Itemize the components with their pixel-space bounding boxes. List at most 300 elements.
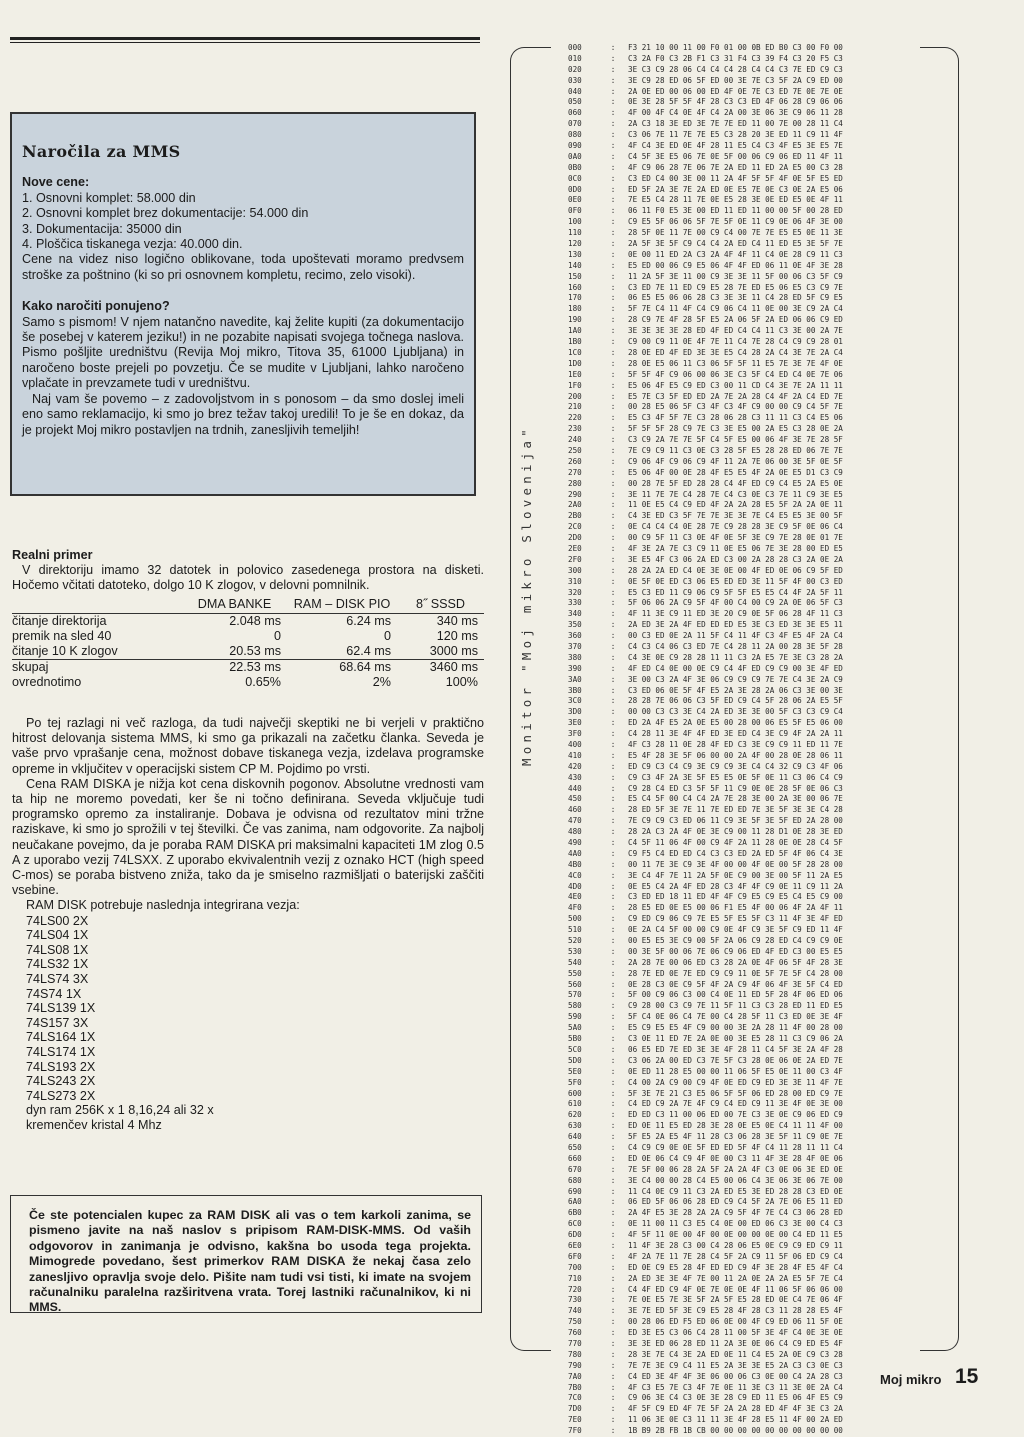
- hex-row: [568, 87, 918, 98]
- hex-row: [568, 1067, 918, 1078]
- hex-address: 6E0: [568, 1240, 582, 1250]
- hex-bytes: C3 2A F0 C3 2B F1 C3 31 F4 C3 39 F4 C3 20 F5 C3: [628, 53, 843, 63]
- hex-row: [568, 1295, 918, 1306]
- hex-address: 460: [568, 805, 582, 815]
- hex-separator: :: [610, 1230, 616, 1240]
- hex-address: 610: [568, 1099, 582, 1109]
- hex-row: [568, 1350, 918, 1361]
- hex-row: [568, 435, 918, 446]
- hex-address: 130: [568, 249, 582, 259]
- hex-separator: :: [610, 1001, 616, 1011]
- hex-bytes: 0E 28 C3 0E C9 5F 4F 2A C9 4F 06 4F 3E 5F C4 ED: [628, 979, 843, 989]
- hex-row: [568, 1285, 918, 1296]
- hex-row: [568, 892, 918, 903]
- body-section: [12, 716, 484, 1133]
- table-cell: skupaj: [12, 659, 182, 675]
- hex-address: 530: [568, 946, 582, 956]
- hex-row: [568, 479, 918, 490]
- hex-separator: :: [610, 1251, 616, 1261]
- hex-address: 540: [568, 957, 582, 967]
- hex-row: [568, 718, 918, 729]
- hex-row: [568, 577, 918, 588]
- hex-row: [568, 849, 918, 860]
- hex-row: [568, 1154, 918, 1165]
- hex-separator: :: [610, 239, 616, 249]
- paragraph: Po tej razlagi ni več razloga, da tudi največji skeptiki ne bi verjeli v praktično hitrost delovanja sistema MMS, ki smo ga prikazali na začetku članka. Seveda je vaše prvo vprašanje cena, možnost dobave tiskanega vezja, izdelava programske opreme in vključitev v operacijski sistem CP M. Pojdimo po vrsti.: [12, 716, 484, 776]
- hex-bytes: C9 06 4F C9 06 C9 4F 11 2A 7E 06 00 3E 5F 0E 5F: [628, 456, 843, 466]
- hex-row: [568, 882, 918, 893]
- table-header: DMA BANKE: [182, 597, 287, 614]
- hex-bytes: 7E C9 C9 11 C3 0E C3 28 5F E5 28 28 ED 06 7E 7E: [628, 445, 843, 455]
- hex-separator: :: [610, 1066, 616, 1076]
- table-cell: 20.53 ms: [229, 643, 281, 658]
- table-row: [12, 675, 484, 690]
- paragraph: Cena RAM DISKA je nižja kot cena diskovnih pogonov. Absolutne vrednosti vam ta hip ne moremo povedati, ker še ni točno definirana. Seveda vključuje tudi programsko opremo za instaliranje. Dobava je odvisna od rezultatov mini tržne raziskave, ki smo jo sprožili v tej številki. Če vas zanima, nam odgovorite. Za najbolj neučakane povejmo, da je poraba RAM DISKA pri maksimalni kapaciteti 1M zlog 0.5 A z uporabo vezij 74LSXX. Z uporabo ekvivalentnih vezij z oznako HCT (high speed C-mos) se poraba bistveno zniža, tako da je smiselno razmišljati o baterijski zaščiti vsebine.: [12, 776, 484, 898]
- table-cell: 0: [383, 628, 391, 643]
- hex-row: [568, 522, 918, 533]
- hex-row: [568, 1034, 918, 1045]
- hex-bytes: C3 C9 2A 7E 7E 5F C4 5F E5 00 06 4F 3E 7E 28 5F: [628, 435, 843, 445]
- hex-separator: :: [610, 718, 616, 728]
- hex-address: 250: [568, 445, 582, 455]
- hex-bytes: 4F 00 4F C4 0E 4F C4 2A 00 3E 06 3E C9 06 11 28: [628, 108, 843, 118]
- hex-separator: :: [610, 151, 616, 161]
- hex-bytes: ED 5F 2A 3E 7E 2A ED 0E E5 7E 0E C3 0E 2A E5 06: [628, 184, 843, 194]
- listing-title: Monitor "Moj mikro Slovenija": [519, 424, 534, 766]
- hex-row: [568, 1001, 918, 1012]
- hex-address: 180: [568, 304, 582, 314]
- how-heading: Kako naročiti ponujeno?: [22, 299, 170, 314]
- hex-separator: :: [610, 1055, 616, 1065]
- hex-bytes: C4 ED C9 2A 7E 4F C9 C4 ED C9 11 3E 4F 0E 3E 00: [628, 1099, 843, 1109]
- hex-bytes: C4 5F 3E E5 06 7E 0E 5F 00 06 C9 06 ED 11 4F 11: [628, 151, 843, 161]
- hex-bytes: 7E 7E 3E C9 C4 11 E5 2A 3E 3E E5 2A C3 C3 0E C3: [628, 1360, 843, 1370]
- hex-separator: :: [610, 1284, 616, 1294]
- hex-bytes: 3E C4 4F 7E 11 2A 5F 0E C9 00 3E 00 5F 11 2A E5: [628, 870, 843, 880]
- hex-separator: :: [610, 1338, 616, 1348]
- price-item: 3. Dokumentacija: 35000 din: [22, 221, 182, 236]
- hex-separator: :: [610, 1153, 616, 1163]
- hex-bytes: 0E 00 11 ED 2A C3 2A 4F 4F 11 C4 0E 28 C9 11 C3: [628, 249, 843, 259]
- hex-address: 170: [568, 293, 582, 303]
- hex-separator: :: [610, 968, 616, 978]
- hex-bytes: E5 ED 00 06 C9 E5 06 4F 4F ED 06 11 0E 4F 3E 28: [628, 260, 843, 270]
- hex-row: [568, 773, 918, 784]
- hex-address: 1E0: [568, 369, 582, 379]
- chips-heading: RAM DISK potrebuje naslednja integrirana vezja:: [26, 898, 300, 913]
- hex-address: 5F0: [568, 1077, 582, 1087]
- hex-bytes: 3E 3E 3E 3E 28 ED 4F ED C4 C4 11 C3 3E 00 2A 7E: [628, 326, 843, 336]
- order-box: [10, 112, 476, 496]
- hex-bytes: ED 2A 4F E5 2A 0E E5 00 28 00 06 E5 5F E5 06 00: [628, 718, 843, 728]
- hex-address: 3B0: [568, 685, 582, 695]
- hex-bytes: 0E 5F 0E ED C3 06 E5 ED ED 3E 11 5F 4F 00 C3 ED: [628, 576, 843, 586]
- table-row: [12, 659, 484, 675]
- hex-separator: :: [610, 86, 616, 96]
- hex-row: [568, 794, 918, 805]
- hex-row: [568, 664, 918, 675]
- hex-row: [568, 206, 918, 217]
- hex-bytes: 00 28 E5 06 5F C3 4F C3 4F C9 00 00 C9 C4 5F 7E: [628, 402, 843, 412]
- hex-address: 2E0: [568, 543, 582, 553]
- hex-bytes: 0E 3E 28 5F 5F 4F 28 C3 C3 ED 4F 06 28 C9 06 06: [628, 97, 843, 107]
- hex-bytes: C3 ED 06 0E 5F 4F E5 2A 3E 28 2A 06 C3 3E 00 3E: [628, 685, 843, 695]
- hex-row: [568, 707, 918, 718]
- hex-separator: :: [610, 260, 616, 270]
- hex-separator: :: [610, 1415, 616, 1425]
- page-number: 15: [955, 1365, 979, 1388]
- hex-address: 5E0: [568, 1066, 582, 1076]
- hex-separator: :: [610, 729, 616, 739]
- table-cell: 2%: [372, 674, 391, 689]
- hex-bytes: 11 C4 0E C9 11 C3 2A ED E5 3E ED 28 28 C3 ED 0E: [628, 1186, 843, 1196]
- price-list: [22, 191, 464, 253]
- table-cell: 3000 ms: [429, 643, 478, 658]
- hex-address: 2F0: [568, 554, 582, 564]
- hex-separator: :: [610, 870, 616, 880]
- hex-row: [568, 457, 918, 468]
- hex-bytes: 7E E5 C4 28 11 7E 0E E5 28 3E 0E ED E5 0E 4F 11: [628, 195, 843, 205]
- hex-bytes: 28 2A 2A ED C4 0E 3E 0E 00 4F ED 0E 06 C9 5F ED: [628, 565, 843, 575]
- hex-address: 260: [568, 456, 582, 466]
- hex-address: 4E0: [568, 892, 582, 902]
- hex-address: 730: [568, 1295, 582, 1305]
- table-cell: 120 ms: [436, 628, 478, 643]
- hex-bytes: E5 C3 4F 5F 7E C3 28 06 28 C3 11 11 C3 C4 E5 06: [628, 413, 843, 423]
- hex-address: 6A0: [568, 1197, 582, 1207]
- hex-separator: :: [610, 903, 616, 913]
- hex-separator: :: [610, 936, 616, 946]
- hex-address: 7F0: [568, 1426, 582, 1436]
- hex-bytes: 2A 4F E5 3E 28 2A 2A C9 5F 4F 7E C4 C3 06 28 ED: [628, 1208, 843, 1218]
- hex-row: [568, 1415, 918, 1426]
- survey-text: Če ste potencialen kupec za RAM DISK ali vas o tem karkoli zanima, se pismeno javite na naš naslov s pripisom RAM-DISK-MMS. Od vaših odgovorov in zanimanja je odvisno, kakšna bo usoda tega projekta. Mimogrede povedano, šest primerkov RAM DISKA že nekaj časa zelo zanesljivo opravlja svoje delo. Pišite nam tudi vsi tisti, ki imate na svojem računalniku paralelna razširitvena vrata. Torej lastniki računalnikov, ki ni MMS.: [29, 1208, 471, 1315]
- hex-bytes: 00 11 7E 3E C9 3E 4F 00 00 4F 0E 00 5F 28 28 00: [628, 859, 843, 869]
- hex-row: [568, 784, 918, 795]
- hex-address: 5C0: [568, 1044, 582, 1054]
- hex-separator: :: [610, 206, 616, 216]
- hex-address: 6F0: [568, 1251, 582, 1261]
- hex-address: 3F0: [568, 729, 582, 739]
- hex-address: 490: [568, 838, 582, 848]
- hex-row: [568, 609, 918, 620]
- hex-separator: :: [610, 881, 616, 891]
- hex-separator: :: [610, 130, 616, 140]
- list-item: 74LS74 3X: [26, 972, 89, 987]
- hex-address: 1F0: [568, 380, 582, 390]
- hex-row: [568, 228, 918, 239]
- hex-bytes: 0E 2A C4 5F 00 00 C9 0E 4F C9 3E 5F C9 ED 11 4F: [628, 925, 843, 935]
- hex-address: 630: [568, 1121, 582, 1131]
- hex-row: [568, 272, 918, 283]
- hex-separator: :: [610, 957, 616, 967]
- hex-bytes: C9 ED C9 06 C9 7E E5 5F E5 5F C3 11 4F 3E 4F ED: [628, 914, 843, 924]
- hex-separator: :: [610, 892, 616, 902]
- hex-address: 6C0: [568, 1219, 582, 1229]
- hex-address: 0F0: [568, 206, 582, 216]
- hex-bytes: C3 0E 11 ED 7E 2A 0E 00 3E E5 28 11 C3 C9 06 2A: [628, 1034, 843, 1044]
- hex-separator: :: [610, 543, 616, 553]
- hex-row: [568, 217, 918, 228]
- list-item: 74LS174 1X: [26, 1044, 96, 1059]
- hex-row: [568, 1176, 918, 1187]
- closing-text: Naj vam še povemo – z zadovoljstvom in s ponosom – da smo doslej imeli eno samo reklamacijo, ki smo jo brez težav takoj uredili! To je še en dokaz, da je projekt Moj mikro postavljen na trdnih, zanesljivih temeljih!: [22, 391, 464, 437]
- hex-bytes: C4 C9 C9 0E 0E 5F ED ED 5F 4F C4 11 28 11 11 C4: [628, 1142, 843, 1152]
- hex-address: 110: [568, 228, 582, 238]
- hex-separator: :: [610, 1110, 616, 1120]
- hex-row: [568, 969, 918, 980]
- hex-address: 160: [568, 282, 582, 292]
- hex-separator: :: [610, 1012, 616, 1022]
- hex-row: [568, 500, 918, 511]
- hex-separator: :: [610, 663, 616, 673]
- hex-address: 4D0: [568, 881, 582, 891]
- hex-bytes: E5 C3 ED 11 C9 06 C9 5F 5F E5 E5 C4 4F 2A 5F 11: [628, 587, 843, 597]
- hex-separator: :: [610, 326, 616, 336]
- hex-row: [568, 1187, 918, 1198]
- hex-separator: :: [610, 946, 616, 956]
- hex-separator: :: [610, 53, 616, 63]
- hex-address: 1B0: [568, 337, 582, 347]
- top-rule: [10, 37, 480, 40]
- hex-address: 210: [568, 402, 582, 412]
- hex-address: 150: [568, 271, 582, 281]
- hex-address: 370: [568, 641, 582, 651]
- hex-address: 4F0: [568, 903, 582, 913]
- hex-bytes: C4 3E 0E C9 28 28 11 11 C3 2A E5 7E 3E C3 28 2A: [628, 652, 843, 662]
- hex-separator: :: [610, 500, 616, 510]
- hex-separator: :: [610, 217, 616, 227]
- hex-row: [568, 1339, 918, 1350]
- hex-separator: :: [610, 64, 616, 74]
- hex-address: 3A0: [568, 674, 582, 684]
- hex-bytes: 3E E5 4F C3 06 2A ED C3 00 2A 28 28 C3 2A 0E 2A: [628, 554, 843, 564]
- list-item: 74LS32 1X: [26, 957, 89, 972]
- hex-separator: :: [610, 1164, 616, 1174]
- hex-bytes: 28 0E ED 4F ED 3E 3E E5 C4 28 2A C4 3E 7E 2A C4: [628, 347, 843, 357]
- hex-row: [568, 370, 918, 381]
- hex-address: 590: [568, 1012, 582, 1022]
- hex-row: [568, 1143, 918, 1154]
- hex-bytes: 3E 11 7E 7E C4 28 7E C4 C3 0E C3 7E 11 C9 3E E5: [628, 489, 843, 499]
- list-item: 74LS164 1X: [26, 1030, 96, 1045]
- hex-row: [568, 914, 918, 925]
- hex-row: [568, 816, 918, 827]
- hex-address: 2B0: [568, 511, 582, 521]
- hex-address: 0B0: [568, 162, 582, 172]
- hex-separator: :: [610, 337, 616, 347]
- hex-address: 580: [568, 1001, 582, 1011]
- hex-bytes: 2A 28 7E 00 06 ED C3 28 2A 0E 4F 06 5F 4F 28 3E: [628, 957, 843, 967]
- hex-separator: :: [610, 402, 616, 412]
- hex-bytes: 0E 11 00 11 C3 E5 C4 0E 00 ED 06 C3 3E 00 C4 C3: [628, 1219, 843, 1229]
- hex-bytes: 7E 0E E5 7E 3E 5F 2A 5F E5 28 ED 0E C4 7E 06 4F: [628, 1295, 843, 1305]
- hex-separator: :: [610, 652, 616, 662]
- hex-separator: :: [610, 43, 616, 52]
- hex-bytes: 2A 5F 3E 5F C9 C4 C4 2A ED C4 11 ED E5 3E 5F 7E: [628, 239, 843, 249]
- list-item: 74LS139 1X: [26, 1001, 96, 1016]
- hex-bytes: F3 21 10 00 11 00 F0 01 00 0B ED B0 C3 00 F0 00: [628, 43, 843, 52]
- hex-separator: :: [610, 358, 616, 368]
- hex-bytes: 4F 3E 2A 7E C3 C9 11 0E E5 06 7E 3E 28 00 ED E5: [628, 543, 843, 553]
- hex-row: [568, 1045, 918, 1056]
- hex-separator: :: [610, 489, 616, 499]
- hex-separator: :: [610, 914, 616, 924]
- table-cell: 68.64 ms: [287, 659, 397, 675]
- listing-frame-right: [920, 47, 959, 1351]
- hex-row: [568, 326, 918, 337]
- hex-row: [568, 871, 918, 882]
- hex-row: [568, 141, 918, 152]
- hex-separator: :: [610, 1077, 616, 1087]
- list-item: 74S74 1X: [26, 986, 82, 1001]
- hex-separator: :: [610, 565, 616, 575]
- hex-separator: :: [610, 848, 616, 858]
- hex-row: [568, 1219, 918, 1230]
- hex-separator: :: [610, 979, 616, 989]
- list-item: 74LS04 1X: [26, 928, 89, 943]
- hex-separator: :: [610, 435, 616, 445]
- hex-bytes: C9 00 C9 11 0E 4F 7E 11 C4 7E 28 C4 C9 C9 28 01: [628, 337, 843, 347]
- hex-separator: :: [610, 1360, 616, 1370]
- table-cell: 340 ms: [436, 613, 478, 628]
- hex-row: [568, 838, 918, 849]
- hex-address: 3C0: [568, 696, 582, 706]
- hex-row: [568, 533, 918, 544]
- hex-row: [568, 402, 918, 413]
- hex-row: [568, 555, 918, 566]
- hex-row: [568, 97, 918, 108]
- hex-row: [568, 1383, 918, 1394]
- hex-bytes: E5 4F 28 3E 5F 06 00 00 2A 4F 00 28 0E 28 06 11: [628, 750, 843, 760]
- hex-separator: :: [610, 369, 616, 379]
- hex-separator: :: [610, 97, 616, 107]
- hex-address: 230: [568, 424, 582, 434]
- hex-address: 640: [568, 1132, 582, 1142]
- hex-separator: :: [610, 1044, 616, 1054]
- list-item: 74LS273 2X: [26, 1088, 96, 1103]
- hex-separator: :: [610, 1219, 616, 1229]
- hex-bytes: 28 C9 7E 4F 28 5F E5 2A 06 5F 2A ED 06 06 C9 ED: [628, 315, 843, 325]
- hex-row: [568, 903, 918, 914]
- hex-row: [568, 76, 918, 87]
- hex-separator: :: [610, 445, 616, 455]
- hex-bytes: C4 4F ED C9 4F 0E 7E 0E 0E 4F 11 06 5F 06 06 00: [628, 1284, 843, 1294]
- hex-address: 2C0: [568, 522, 582, 532]
- hex-separator: :: [610, 1273, 616, 1283]
- hex-row: [568, 980, 918, 991]
- hex-bytes: C4 00 2A C9 00 C9 4F 0E ED C9 ED 3E 3E 11 4F 7E: [628, 1077, 843, 1087]
- hex-row: [568, 348, 918, 359]
- hex-separator: :: [610, 1197, 616, 1207]
- hex-row: [568, 1426, 918, 1437]
- hex-address: 6B0: [568, 1208, 582, 1218]
- hex-bytes: 28 2A C3 2A 4F 0E 3E C9 00 11 28 D1 0E 28 3E ED: [628, 827, 843, 837]
- hex-bytes: 00 00 C3 C3 3E C4 2A ED 3E 3E 00 5F C3 C3 C9 C4: [628, 707, 843, 717]
- hex-separator: :: [610, 1317, 616, 1327]
- hex-row: [568, 1361, 918, 1372]
- hex-address: 410: [568, 750, 582, 760]
- hex-bytes: 3E C3 C9 28 06 C4 C4 C4 28 C4 C4 C3 7E ED C9 C3: [628, 64, 843, 74]
- hex-row: [568, 1208, 918, 1219]
- hex-separator: :: [610, 347, 616, 357]
- hex-separator: :: [610, 805, 616, 815]
- hex-address: 7B0: [568, 1382, 582, 1392]
- hex-address: 560: [568, 979, 582, 989]
- hex-row: [568, 424, 918, 435]
- hex-row: [568, 54, 918, 65]
- hex-row: [568, 490, 918, 501]
- hex-address: 380: [568, 652, 582, 662]
- hex-separator: :: [610, 1023, 616, 1033]
- hex-bytes: E5 C4 5F 00 C4 C4 2A 7E 28 3E 00 2A 3E 00 06 7E: [628, 794, 843, 804]
- hex-separator: :: [610, 467, 616, 477]
- hex-row: [568, 304, 918, 315]
- hex-separator: :: [610, 533, 616, 543]
- hex-bytes: 4F C3 28 11 0E 28 4F ED C3 3E C9 C9 11 ED 11 7E: [628, 740, 843, 749]
- hex-bytes: 5F E5 2A E5 4F 11 28 C3 06 28 3E 5F 11 C9 0E 7E: [628, 1132, 843, 1142]
- hex-row: [568, 1099, 918, 1110]
- hex-separator: :: [610, 631, 616, 641]
- hex-address: 7C0: [568, 1393, 582, 1403]
- hex-bytes: C9 06 3E C4 C3 0E 3E 28 C9 ED 11 E5 06 4F E5 C9: [628, 1393, 843, 1403]
- hex-separator: :: [610, 783, 616, 793]
- hex-bytes: C4 ED 3E 4F 4F 3E 06 00 06 C3 0E 00 C4 2A 28 C3: [628, 1371, 843, 1381]
- hex-row: [568, 1197, 918, 1208]
- hex-separator: :: [610, 282, 616, 292]
- hex-row: [568, 925, 918, 936]
- hex-row: [568, 119, 918, 130]
- hex-row: [568, 751, 918, 762]
- hex-bytes: 7E 5F 00 06 28 2A 5F 2A 2A 4F C3 0E 06 3E ED 0E: [628, 1164, 843, 1174]
- hex-bytes: 4F C4 3E ED 0E 4F 28 11 E5 C4 C3 4F E5 3E E5 7E: [628, 141, 843, 151]
- hex-address: 190: [568, 315, 582, 325]
- timing-table: [12, 597, 484, 690]
- hex-address: 400: [568, 740, 582, 749]
- hex-address: 710: [568, 1273, 582, 1283]
- table-header: RAM – DISK PIO: [287, 597, 397, 614]
- price-item: 4. Ploščica tiskanega vezja: 40.000 din.: [22, 237, 243, 252]
- hex-separator: :: [610, 271, 616, 281]
- hex-separator: :: [610, 173, 616, 183]
- hex-separator: :: [610, 315, 616, 325]
- hex-row: [568, 413, 918, 424]
- hex-separator: :: [610, 522, 616, 532]
- hex-address: 030: [568, 75, 582, 85]
- hex-address: 2A0: [568, 500, 582, 510]
- table-row: [12, 613, 484, 629]
- hex-address: 570: [568, 990, 582, 1000]
- hex-separator: :: [610, 424, 616, 434]
- hex-row: [568, 696, 918, 707]
- hex-bytes: 11 4F 3E 28 C3 00 C4 28 06 E5 0E C9 C9 ED C9 11: [628, 1240, 843, 1250]
- hex-separator: :: [610, 141, 616, 151]
- hex-row: [568, 544, 918, 555]
- hex-row: [568, 1274, 918, 1285]
- hex-separator: :: [610, 1088, 616, 1098]
- hex-bytes: C4 3E ED C3 5F 7E 7E 3E 3E 7E C4 E5 E5 3E 00 5F: [628, 511, 843, 521]
- hex-address: 670: [568, 1164, 582, 1174]
- hex-address: 0A0: [568, 151, 582, 161]
- hex-bytes: 2A ED 3E 3E 4F 7E 00 11 2A 0E 2A 2A E5 5F 7E C4: [628, 1273, 843, 1283]
- hex-address: 4C0: [568, 870, 582, 880]
- hex-separator: :: [610, 707, 616, 717]
- hex-address: 700: [568, 1262, 582, 1272]
- hex-bytes: 11 0E E5 C4 C9 ED 4F 2A 2A 28 E5 5F 2A 2A 0E 11: [628, 500, 843, 510]
- hex-separator: :: [610, 293, 616, 303]
- hex-bytes: C9 28 C4 ED C3 5F 5F 11 C9 0E 0E 28 5F 0E 06 C3: [628, 783, 843, 793]
- hex-row: [568, 261, 918, 272]
